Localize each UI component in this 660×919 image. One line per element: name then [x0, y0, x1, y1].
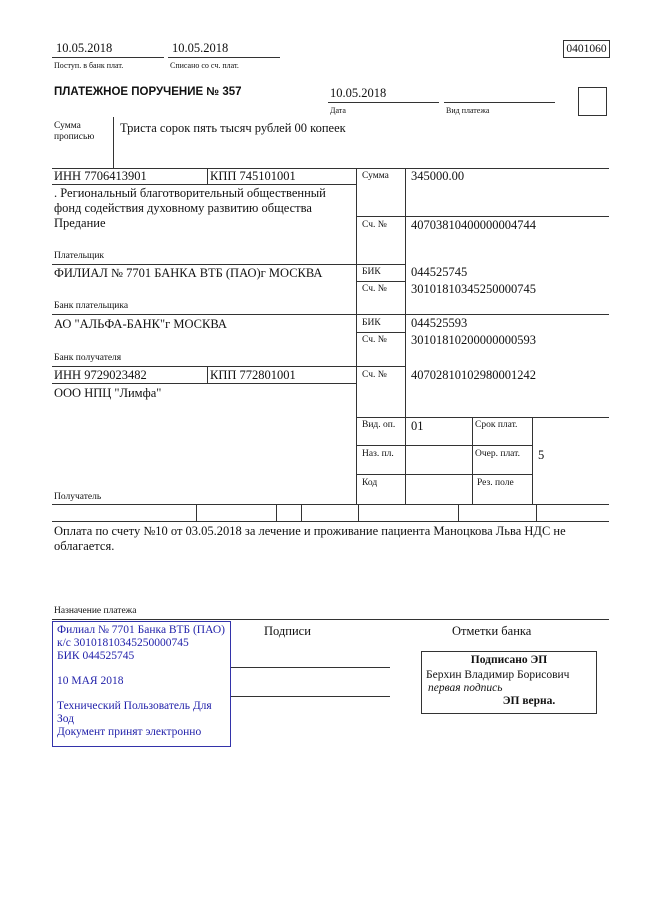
stamp-user-line2: Зод: [57, 713, 75, 725]
reserve-label: Рез. поле: [477, 478, 514, 488]
debited-date-label: Списано со сч. плат.: [170, 61, 239, 70]
tax-divider-3: [301, 504, 302, 521]
stamp-bank-name: Филиал № 7701 Банка ВТБ (ПАО): [57, 624, 225, 636]
signer-name: Берхин Владимир Борисович: [426, 669, 570, 681]
payee-bank-label: Банк получателя: [54, 353, 122, 363]
tax-divider-1: [196, 504, 197, 521]
payer-corr-value: 30101810345250000745: [411, 282, 536, 296]
payee-account-line: [356, 366, 405, 367]
bank-stamp: [52, 621, 231, 747]
payee-bik-value: 044525593: [411, 316, 468, 330]
code-line: [356, 474, 532, 475]
payer-bottom-line: [52, 264, 356, 265]
stamp-bik: БИК 044525745: [57, 650, 135, 662]
document-date-label: Дата: [330, 106, 346, 115]
purpose-code-line: [356, 445, 532, 446]
op-value-divider: [472, 417, 473, 504]
payer-corr-label: Сч. №: [362, 284, 387, 294]
payment-type-label: Вид платежа: [446, 106, 490, 115]
stamp-date: 10 МАЯ 2018: [57, 675, 124, 687]
payer-label: Плательщик: [54, 251, 105, 261]
payee-account-label: Сч. №: [362, 370, 387, 380]
signed-title: Подписано ЭП: [470, 654, 548, 666]
signature-line-1: [231, 667, 390, 668]
amount-words-divider: [113, 117, 114, 168]
payee-account-value: 40702810102980001242: [411, 368, 536, 382]
payee-corr-label: Сч. №: [362, 335, 387, 345]
page-title: ПЛАТЕЖНОЕ ПОРУЧЕНИЕ № 357: [54, 86, 242, 98]
payee-bik-corr-line: [356, 332, 405, 333]
tax-divider-5: [458, 504, 459, 521]
signatures-label: Подписи: [264, 624, 311, 638]
payment-type-line: [444, 102, 555, 103]
payer-account-value: 40703810400000004744: [411, 218, 536, 232]
payer-bik-label: БИК: [362, 267, 381, 277]
payer-inn-kpp-divider: [207, 168, 208, 185]
purpose-bottom-line: [52, 619, 609, 620]
payer-bank-label: Банк плательщика: [54, 301, 129, 311]
tax-divider-4: [358, 504, 359, 521]
signature-verified: ЭП верна.: [502, 695, 556, 707]
payer-status-box: [578, 87, 607, 116]
debited-date-line: [168, 57, 280, 58]
stamp-accepted: Документ принят электронно: [57, 726, 202, 738]
payee-inn-kpp-divider: [207, 366, 208, 383]
tax-divider-2: [276, 504, 277, 521]
signature-line-2: [231, 696, 390, 697]
payer-inn: ИНН 7706413901: [54, 169, 147, 183]
received-date: 10.05.2018: [56, 41, 113, 55]
payer-bik-corr-line: [356, 281, 405, 282]
amount-value: 345000.00: [411, 169, 465, 183]
received-date-label: Поступ. в банк плат.: [54, 61, 124, 70]
op-row-line: [356, 417, 609, 418]
payee-name: ООО НПЦ "Лимфа": [54, 386, 162, 400]
stamp-user-line1: Технический Пользователь Для: [57, 700, 212, 712]
signature-kind: первая подпись: [428, 682, 503, 694]
payer-bik-line: [356, 264, 405, 265]
payer-inn-line: [52, 184, 356, 185]
amount-label: Сумма: [362, 171, 389, 181]
payer-account-label: Сч. №: [362, 220, 387, 230]
grid-col-main: [356, 168, 357, 504]
payer-bank-name: ФИЛИАЛ № 7701 БАНКА ВТБ (ПАО)г МОСКВА: [54, 266, 323, 280]
tax-row-bottom-line: [52, 521, 609, 522]
stamp-corr-account: к/с 30101810345250000745: [57, 637, 189, 649]
tax-divider-6: [536, 504, 537, 521]
document-date-line: [328, 102, 439, 103]
priority-divider: [532, 417, 533, 504]
bank-marks-label: Отметки банка: [452, 624, 532, 638]
payer-bik-value: 044525745: [411, 265, 468, 279]
op-type-value: 01: [411, 419, 424, 433]
payee-bottom-line: [52, 504, 609, 505]
code-label: Код: [362, 478, 378, 488]
payer-kpp: КПП 745101001: [210, 169, 296, 183]
amount-row-line: [356, 216, 609, 217]
form-code-box: [563, 40, 610, 58]
document-date: 10.05.2018: [330, 86, 387, 100]
payee-bank-name: АО "АЛЬФА-БАНК"г МОСКВА: [54, 317, 227, 331]
payee-inn-line: [52, 383, 356, 384]
op-type-label: Вид. оп.: [362, 420, 396, 430]
debited-date: 10.05.2018: [172, 41, 229, 55]
payee-inn: ИНН 9729023482: [54, 368, 147, 382]
payee-corr-value: 30101810200000000593: [411, 333, 536, 347]
amount-words-label: Сумма прописью: [54, 121, 95, 142]
payment-purpose-text: Оплата по счету №10 от 03.05.2018 за лечение и проживание пациента Маноцкова Льва НДС не облагается.: [54, 524, 566, 553]
payee-bik-label: БИК: [362, 318, 381, 328]
amount-words-value: Триста сорок пять тысяч рублей 00 копеек: [120, 121, 346, 135]
priority-value: 5: [538, 448, 545, 462]
received-date-line: [52, 57, 164, 58]
payer-name: . Региональный благотворительный общественный фонд содействия духовному развитию общества Предание: [54, 186, 326, 230]
e-signature-box: [421, 651, 597, 714]
payee-bank-bottom-line: [52, 366, 356, 367]
payee-label: Получатель: [54, 492, 102, 502]
grid-col-values: [405, 168, 406, 504]
payment-purpose-label: Назначение платежа: [54, 606, 137, 616]
priority-label: Очер. плат.: [475, 449, 520, 459]
due-label: Срок плат.: [475, 420, 518, 430]
purpose-code-label: Наз. пл.: [362, 449, 394, 459]
payee-kpp: КПП 772801001: [210, 368, 296, 382]
payer-bank-bottom-line: [52, 314, 609, 315]
form-code: 0401060: [566, 43, 607, 55]
